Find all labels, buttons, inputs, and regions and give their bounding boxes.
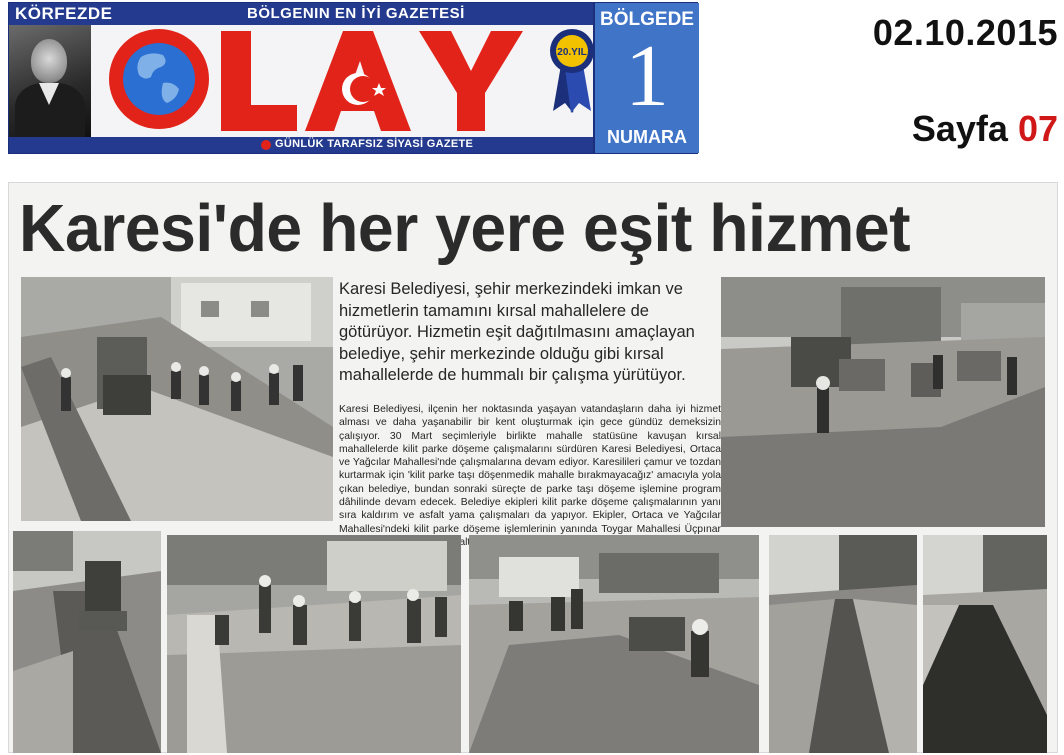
- article-lead: Karesi Belediyesi, şehir merkezindeki imkan ve hizmetlerin tamamını kırsal mahallelere de götürüyor. Hizmetin eşit dağıtılmasını amaçlayan belediye, şehir merkezinde olduğu gibi kırsal mahallelerde de hummalı bir çalışma yürütüyor.: [339, 280, 695, 384]
- rank-number: 1: [625, 28, 669, 125]
- rank-bottom-label: NUMARA: [607, 127, 687, 147]
- photo-asphalt-patch: [923, 535, 1047, 753]
- masthead-region: KÖRFEZDE: [15, 4, 113, 23]
- portrait-photo: [9, 25, 91, 137]
- masthead-tagline: GÜNLÜK TARAFSIZ SİYASİ GAZETE: [275, 138, 474, 150]
- page-reference: [912, 108, 1058, 150]
- masthead-slogan: BÖLGENIN EN İYİ GAZETESİ: [247, 5, 465, 22]
- photo-paved-road: [769, 535, 917, 753]
- photo-road-roller: [13, 531, 161, 753]
- logo-letter-l: [221, 31, 297, 131]
- masthead-top-bar: [9, 3, 593, 25]
- masthead-bottom-bar: [9, 137, 593, 153]
- rank-top-label: BÖLGEDE: [600, 9, 694, 30]
- photo-workers-laying: [167, 535, 461, 753]
- globe-icon: [123, 43, 195, 115]
- masthead-main: [9, 3, 593, 153]
- newspaper-clipping: [8, 182, 1058, 753]
- article-headline: Karesi'de her yere eşit hizmet: [19, 191, 911, 266]
- bullet-dot-icon: [261, 140, 271, 150]
- article-body: Karesi Belediyesi, ilçenin her noktasında yaşayan vatandaşların daha iyi hizmet alması ve daha yaşanabilir bir kent oluşturmak için gece gündüz demeksizin çalışıyor. 30 Mart seçimleriyle birlikte mahalle statüsüne kavuşan kırsal mahallelerde kilit parke döşeme çalışmalarını sürdüren Karesi Belediyesi, Ortaca ve Yağcılar Mahallesi'nde çalışmalarına devam ediyor. Karesilileri çamur ve tozdan kurtarmak için 'kilit parke taşı döşenmedik mahalle bırakmayacağız' amacıyla yola çıkan belediye, bundan sonraki süreçte de parke taşı döşeme işlemine program dâhilinde devam edecek. Belediye ekipleri kilit parke döşeme çalışmalarının yanı sıra kaldırım ve asfalt yama çalışmaları da yapıyor. Ekipler, Ortaca ve Yağcılar Mahallesi'ndeki kilit parke döşeme işlemlerinin yanında Toygar Mahallesi Üçpınar: [339, 404, 721, 535]
- newspaper-masthead: [8, 2, 698, 154]
- photo-worker-pallet: [469, 535, 759, 753]
- page-label: Sayfa: [911, 108, 1008, 149]
- anniversary-rosette-icon: [547, 27, 597, 113]
- page-number: 07: [1017, 108, 1058, 149]
- issue-date: 02.10.2015: [872, 12, 1058, 53]
- logo-letter-y: [419, 31, 523, 131]
- newspaper-logo: [101, 23, 551, 135]
- photo-paving-site: [21, 277, 333, 521]
- anniversary-label: 20.YIL: [557, 47, 587, 58]
- regional-rank-box: [595, 3, 699, 153]
- photo-forklift-pallets: [721, 277, 1045, 527]
